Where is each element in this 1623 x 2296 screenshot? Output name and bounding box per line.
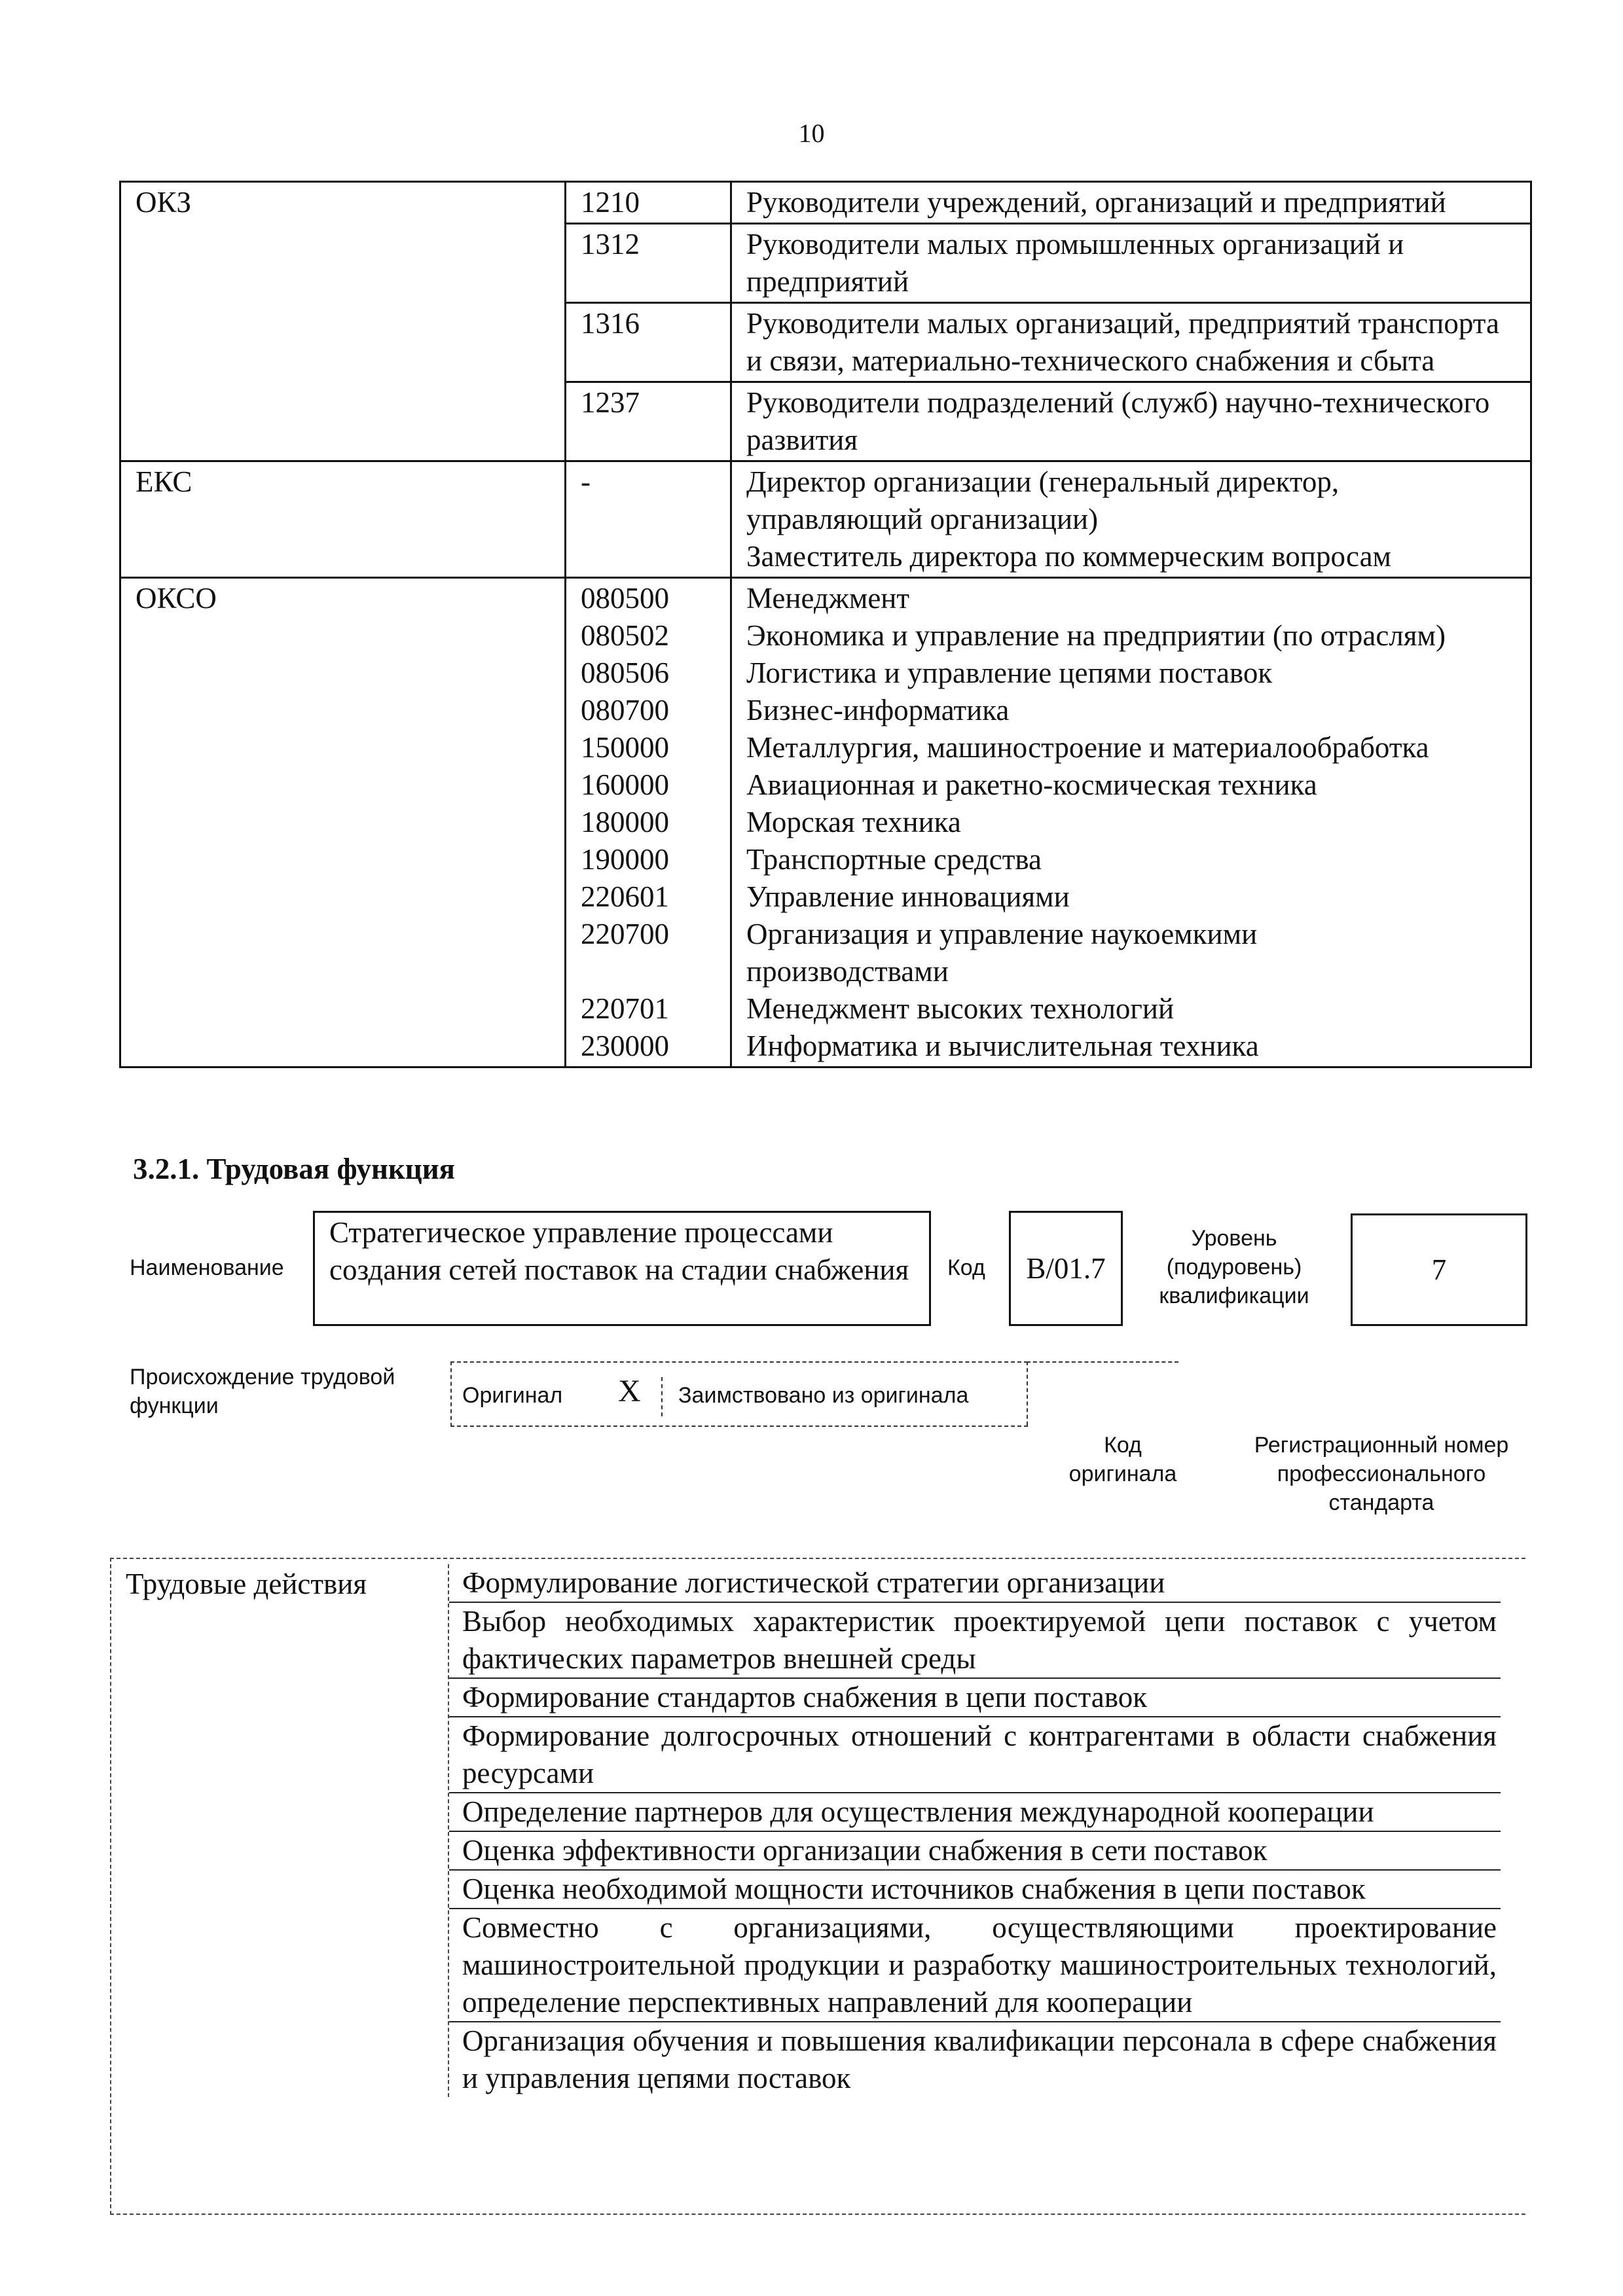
original-code-field: [1027, 1361, 1178, 1426]
function-code-box: B/01.7: [1009, 1211, 1123, 1326]
name-line: Менеджмент: [746, 582, 910, 615]
function-name-box: Стратегическое управление процессами создания сетей поставок на стадии снабжения: [313, 1211, 931, 1326]
name-line: Авиационная и ракетно-космическая техника: [746, 768, 1317, 801]
code-cell: -: [566, 461, 731, 578]
original-code-label: Код оригинала: [1068, 1433, 1177, 1486]
code-line: 080500: [581, 582, 669, 615]
labor-actions-label: Трудовые действия: [126, 1568, 367, 1600]
list-item: Определение партнеров для осуществления международной кооперации: [449, 1793, 1501, 1832]
list-item: Формулирование логистической стратегии организации: [449, 1564, 1501, 1603]
name-cell: [731, 578, 1531, 1067]
code-line: 220701: [581, 992, 669, 1025]
name-line: Заместитель директора по коммерческим вопросам: [746, 540, 1392, 573]
name-cell: [731, 461, 1531, 578]
labor-actions-section: [110, 1558, 1525, 2215]
level-label: Уровень (подуровень) квалификации: [1159, 1226, 1309, 1308]
code-line: 080506: [581, 656, 669, 689]
code-line: 150000: [581, 731, 669, 764]
section-heading: 3.2.1. Трудовая функция: [133, 1153, 456, 1185]
name-line: производствами: [746, 955, 949, 988]
list-item: Формирование стандартов снабжения в цепи поставок: [449, 1679, 1501, 1717]
code-line: 220601: [581, 880, 669, 913]
name-cell: Руководители подразделений (служб) научно-технического развития: [731, 382, 1531, 461]
origin-label: Происхождение трудовой функции: [130, 1365, 395, 1418]
system-cell: ОКСО: [120, 578, 566, 1067]
level-box: 7: [1351, 1213, 1527, 1326]
code-cell: [566, 578, 731, 1067]
original-mark: X: [618, 1374, 641, 1408]
list-item: Оценка необходимой мощности источников снабжения в цепи поставок: [449, 1871, 1501, 1909]
origin-divider: [661, 1377, 663, 1416]
list-item: Выбор необходимых характеристик проектируемой цепи поставок с учетом фактических параметров внешней среды: [449, 1603, 1501, 1679]
system-cell: ЕКС: [120, 461, 566, 578]
name-line: Организация и управление наукоемкими: [746, 918, 1258, 950]
list-item: Оценка эффективности организации снабжения в сети поставок: [449, 1832, 1501, 1871]
list-item: Организация обучения и повышения квалификации персонала в сфере снабжения и управления цепями поставок: [462, 2024, 1497, 2094]
borrowed-label: Заимствовано из оригинала: [678, 1383, 969, 1408]
name-label: Наименование: [130, 1255, 284, 1280]
code-line: 080700: [581, 694, 669, 726]
original-label: Оригинал: [462, 1383, 563, 1408]
name-line: Металлургия, машиностроение и материалообработка: [746, 731, 1429, 764]
name-line: Директор организации (генеральный директор,: [746, 465, 1340, 498]
name-line: Бизнес-информатика: [746, 694, 1010, 726]
list-item: Формирование долгосрочных отношений с контрагентами в области снабжения ресурсами: [449, 1717, 1501, 1793]
name-line: Информатика и вычислительная техника: [746, 1030, 1259, 1062]
name-line: Менеджмент высоких технологий: [746, 992, 1175, 1025]
code-line: 220700: [581, 918, 669, 950]
name-line: Транспортные средства: [746, 843, 1042, 876]
system-cell: ОКЗ: [120, 182, 566, 461]
table-row: [120, 578, 1531, 1067]
code-line: 180000: [581, 806, 669, 838]
name-cell: Руководители малых организаций, предприятий транспорта и связи, материально-технического снабжения и сбыта: [731, 303, 1531, 382]
table-row: [120, 461, 1531, 578]
name-line: Логистика и управление цепями поставок: [746, 656, 1273, 689]
code-line: 190000: [581, 843, 669, 876]
name-line: Морская техника: [746, 806, 961, 838]
code-cell: 1210: [566, 182, 731, 224]
code-line: [581, 953, 716, 990]
code-cell: 1316: [566, 303, 731, 382]
code-label: Код: [947, 1255, 985, 1280]
code-line: 080502: [581, 619, 669, 652]
name-line: управляющий организации): [746, 503, 1099, 535]
code-line: 160000: [581, 768, 669, 801]
name-line: Управление инновациями: [746, 880, 1070, 913]
code-line: 230000: [581, 1030, 669, 1062]
page-number: 10: [798, 118, 825, 148]
list-item: Совместно с организациями, осуществляющими проектирование машиностроительной продукции и разработку машиностроительных технологий, определение перспективных направлений для кооперации: [449, 1909, 1501, 2022]
name-line: Экономика и управление на предприятии (по отраслям): [746, 619, 1446, 652]
reg-number-label: Регистрационный номер профессионального стандарта: [1254, 1433, 1509, 1515]
classification-table: [119, 181, 1532, 1068]
name-cell: Руководители учреждений, организаций и предприятий: [731, 182, 1531, 224]
name-cell: Руководители малых промышленных организаций и предприятий: [731, 224, 1531, 303]
table-row: [120, 182, 1531, 224]
labor-actions-list: [448, 1564, 1501, 2097]
code-cell: 1237: [566, 382, 731, 461]
code-cell: 1312: [566, 224, 731, 303]
